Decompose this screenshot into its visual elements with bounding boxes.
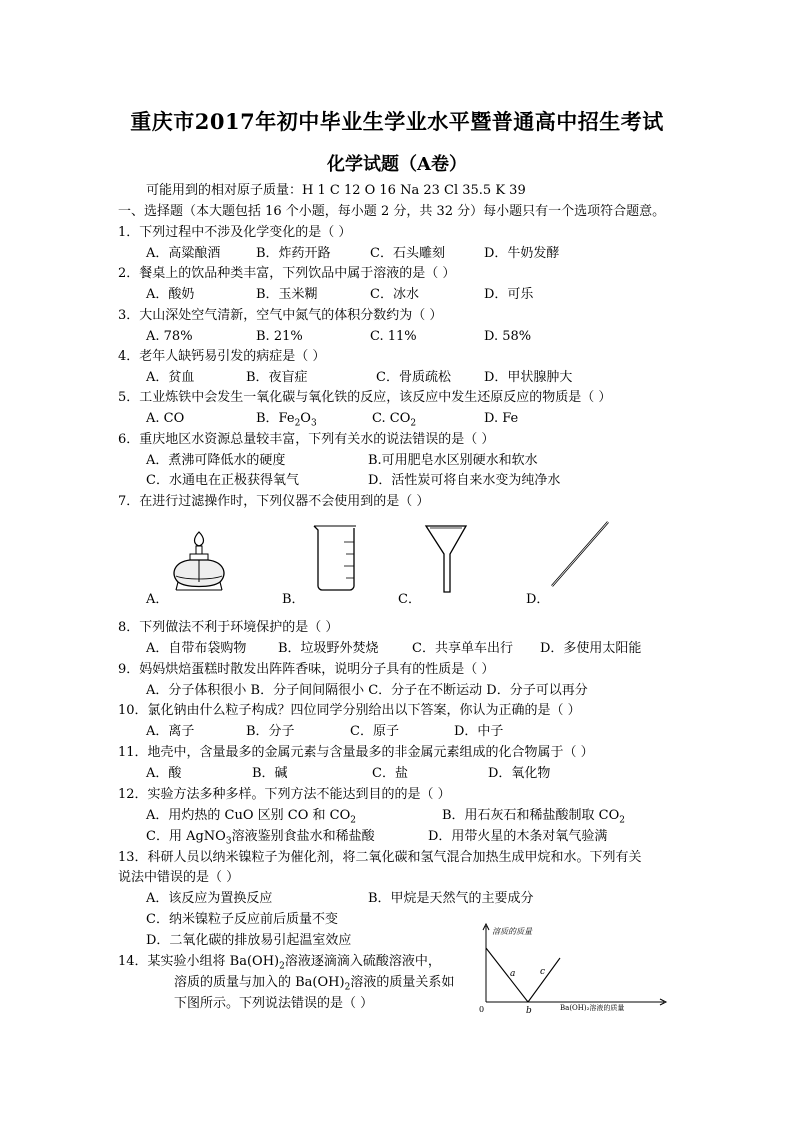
graph-point-c: c: [540, 967, 546, 977]
q7-option-a: A．: [146, 592, 169, 607]
q1-option-b: B．炸药开路: [256, 246, 331, 261]
q5-option-a: A. CO: [146, 411, 185, 426]
q10-option-b: B．分子: [246, 724, 295, 739]
q4-option-b: B．夜盲症: [246, 370, 308, 385]
q12-option-d: D．用带火星的木条对氧气验满: [428, 829, 608, 844]
q1-option-d: D．牛奶发酵: [484, 246, 560, 261]
q2-option-d: D．可乐: [484, 287, 534, 302]
q9-options: A．分子体积很小 B．分子间间隔很小 C．分子在不断运动 D．分子可以再分: [146, 683, 588, 698]
section-heading: 一、选择题（本大题包括 16 个小题，每小题 2 分，共 32 分）每小题只有一个选项符合题意。: [118, 204, 666, 219]
q12-option-b: B．用石灰石和稀盐酸制取 $CO_2$: [442, 808, 626, 826]
q12-option-c: C．用 AgNO$_3$溶液鉴别食盐水和稀盐酸: [146, 829, 375, 847]
q14-stem-line3: 下图所示。下列说法错误的是（ ）: [174, 996, 374, 1011]
graph-point-a: a: [510, 969, 516, 979]
q8-option-b: B．垃圾野外焚烧: [278, 641, 379, 656]
q2-stem: 2．餐桌上的饮品种类丰富，下列饮品中属于溶液的是（ ）: [118, 266, 456, 281]
q10-option-c: C．原子: [350, 724, 399, 739]
q4-option-c: C．骨质疏松: [376, 370, 451, 385]
q8-option-d: D．多使用太阳能: [540, 641, 642, 656]
q6-option-a: A．煮沸可降低水的硬度: [146, 453, 286, 468]
q13-stem-line2: 说法中错误的是（ ）: [118, 870, 240, 885]
q6-option-d: D．活性炭可将自来水变为纯净水: [368, 473, 561, 488]
q11-stem: 11．地壳中，含量最多的金属元素与含量最多的非金属元素组成的化合物属于（ ）: [118, 745, 594, 760]
q13-option-a: A．该反应为置换反应: [146, 891, 273, 906]
graph-line-descending: [486, 948, 528, 1002]
q4-option-a: A．贫血: [146, 370, 195, 385]
q2-option-b: B．玉米糊: [256, 287, 318, 302]
q14-stem-line2: 溶质的质量与加入的 $Ba(OH)_2$溶液的质量关系如: [174, 975, 455, 993]
q11-option-b: B．碱: [252, 766, 288, 781]
q5-stem: 5．工业炼铁中会发生一氧化碳与氧化铁的反应，该反应中发生还原反应的物质是（ ）: [118, 390, 612, 405]
q9-stem: 9．妈妈烘焙蛋糕时散发出阵阵香味，说明分子具有的性质是（ ）: [118, 662, 495, 677]
q1-option-a: A．高粱酿酒: [146, 246, 221, 261]
q2-option-c: C．冰水: [370, 287, 419, 302]
q7-option-d: D．: [526, 592, 550, 607]
q11-option-a: A．酸: [146, 766, 182, 781]
paper-title: 重庆市2017年初中毕业生学业水平暨普通高中招生考试: [130, 109, 664, 134]
q5-option-b: B．$Fe_2O_3$: [256, 411, 317, 429]
q8-stem: 8．下列做法不利于环境保护的是（ ）: [118, 620, 339, 635]
q7-option-c: C．: [398, 592, 421, 607]
graph-origin: 0: [479, 1005, 485, 1014]
q10-option-d: D．中子: [454, 724, 504, 739]
q11-option-d: D．氧化物: [488, 766, 551, 781]
q14-stem-line1: 14．某实验小组将 $Ba(OH)_2$溶液逐滴滴入硫酸溶液中，: [118, 954, 441, 972]
q3-option-b: B. 21%: [256, 329, 303, 344]
graph-line-ascending: [528, 958, 560, 1002]
q7-stem: 7．在进行过滤操作时，下列仪器不会使用到的是（ ）: [118, 494, 430, 509]
funnel-image: [424, 522, 468, 594]
q10-option-a: A．离子: [146, 724, 195, 739]
q5-option-d: D. Fe: [484, 411, 519, 426]
q7-option-b: B．: [282, 592, 305, 607]
q3-stem: 3．大山深处空气清新，空气中氮气的体积分数约为（ ）: [118, 308, 443, 323]
q3-option-d: D. 58%: [484, 329, 532, 344]
beaker-image: [310, 522, 360, 592]
q8-option-a: A．自带布袋购物: [146, 641, 247, 656]
q1-stem: 1．下列过程中不涉及化学变化的是（ ）: [118, 225, 352, 240]
q6-option-b: B.可用肥皂水区别硬水和软水: [368, 453, 538, 468]
q6-stem: 6．重庆地区水资源总量较丰富，下列有关水的说法错误的是（ ）: [118, 432, 495, 447]
q3-option-a: A. 78%: [146, 329, 193, 344]
graph-xlabel: Ba(OH)₂溶液的质量: [560, 1004, 625, 1012]
q4-stem: 4．老年人缺钙易引发的病症是（ ）: [118, 349, 326, 364]
q1-option-c: C．石头雕刻: [370, 246, 445, 261]
atomic-mass-line: 可能用到的相对原子质量：H 1 C 12 O 16 Na 23 Cl 35.5 K 39: [146, 183, 526, 198]
q14-graph: [476, 920, 676, 1016]
graph-ylabel: 溶质的质量: [492, 927, 532, 936]
q13-option-b: B．甲烷是天然气的主要成分: [368, 891, 534, 906]
q6-option-c: C．水通电在正极获得氧气: [146, 473, 299, 488]
q3-option-c: C. 11%: [370, 329, 417, 344]
q2-option-a: A．酸奶: [146, 287, 195, 302]
q13-option-c: C．纳米镍粒子反应前后质量不变: [146, 912, 338, 927]
q5-option-c: C. $CO_2$: [372, 411, 417, 429]
q8-option-c: C．共享单车出行: [412, 641, 513, 656]
q12-stem: 12．实验方法多种多样。下列方法不能达到目的的是（ ）: [118, 787, 451, 802]
paper-subtitle: 化学试题（A卷）: [327, 154, 467, 175]
q13-stem-line1: 13．科研人员以纳米镍粒子为催化剂，将二氧化碳和氢气混合加热生成甲烷和水。下列有关: [118, 850, 642, 865]
q12-option-a: A．用灼热的 CuO 区别 CO 和 $CO_2$: [146, 808, 356, 826]
q13-option-d: D．二氧化碳的排放易引起温室效应: [146, 933, 352, 948]
graph-point-b: b: [526, 1006, 532, 1016]
q4-option-d: D．甲状腺肿大: [484, 370, 573, 385]
glass-rod-image: [548, 518, 612, 590]
alcohol-lamp-image: [166, 524, 232, 594]
q10-stem: 10．氯化钠由什么粒子构成？四位同学分别给出以下答案，你认为正确的是（ ）: [118, 703, 581, 718]
q11-option-c: C．盐: [372, 766, 408, 781]
